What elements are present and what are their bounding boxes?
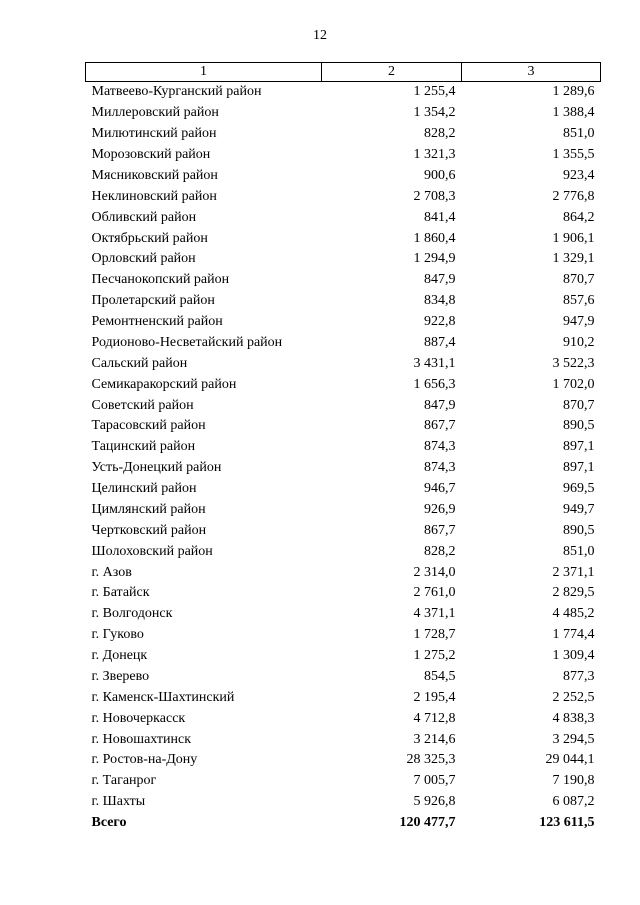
row-name: Сальский район xyxy=(91,355,188,371)
row-value-col-2: 5 926,8 xyxy=(413,794,456,810)
row-value-col-3: 4 485,2 xyxy=(552,606,595,622)
table-row xyxy=(86,333,601,354)
row-value-col-3: 4 838,3 xyxy=(552,710,595,726)
row-value-col-2: 2 314,0 xyxy=(413,564,456,580)
row-value-col-2: 7 005,7 xyxy=(413,773,456,789)
table-row xyxy=(86,82,601,103)
row-name: Ремонтненский район xyxy=(91,314,223,330)
table-row xyxy=(86,667,601,688)
table-row xyxy=(86,228,601,249)
row-name: г. Новочеркасск xyxy=(91,710,186,726)
data-table xyxy=(85,62,601,834)
row-value-col-2: 847,9 xyxy=(424,397,456,413)
table-row xyxy=(86,750,601,771)
table-row xyxy=(86,604,601,625)
row-name: г. Каменск-Шахтинский xyxy=(91,689,235,705)
total-value-col-3: 123 611,5 xyxy=(539,815,595,831)
row-value-col-3: 2 371,1 xyxy=(552,564,595,580)
row-value-col-3: 1 906,1 xyxy=(552,230,595,246)
table-row xyxy=(86,520,601,541)
row-value-col-2: 946,7 xyxy=(424,481,456,497)
row-value-col-3: 890,5 xyxy=(563,522,595,538)
row-value-col-2: 28 325,3 xyxy=(406,752,456,768)
row-value-col-2: 1 275,2 xyxy=(413,648,456,664)
row-value-col-2: 2 195,4 xyxy=(413,689,456,705)
table-row xyxy=(86,124,601,145)
table-row xyxy=(86,145,601,166)
row-value-col-3: 857,6 xyxy=(563,293,595,309)
row-name: Орловский район xyxy=(91,251,196,267)
row-value-col-3: 3 294,5 xyxy=(552,731,595,747)
row-value-col-3: 864,2 xyxy=(563,209,595,225)
row-value-col-2: 4 712,8 xyxy=(413,710,456,726)
row-value-col-2: 2 761,0 xyxy=(413,585,456,601)
table-row xyxy=(86,166,601,187)
row-value-col-3: 851,0 xyxy=(563,543,595,559)
row-value-col-3: 1 355,5 xyxy=(552,147,595,163)
row-value-col-3: 949,7 xyxy=(563,501,595,517)
row-value-col-3: 877,3 xyxy=(563,668,595,684)
row-value-col-3: 897,1 xyxy=(563,439,595,455)
row-value-col-3: 947,9 xyxy=(563,314,595,330)
row-value-col-2: 1 321,3 xyxy=(413,147,456,163)
row-value-col-2: 3 431,1 xyxy=(413,355,456,371)
row-value-col-2: 887,4 xyxy=(424,334,456,350)
row-name: г. Донецк xyxy=(91,648,148,664)
row-value-col-2: 1 255,4 xyxy=(413,84,456,100)
row-name: Миллеровский район xyxy=(91,105,219,121)
table-row xyxy=(86,249,601,270)
row-name: Матвеево-Курганский район xyxy=(91,84,262,100)
table-row xyxy=(86,395,601,416)
table-row xyxy=(86,458,601,479)
row-value-col-3: 7 190,8 xyxy=(552,773,595,789)
row-value-col-2: 1 294,9 xyxy=(413,251,456,267)
table-row xyxy=(86,625,601,646)
row-name: Тацинский район xyxy=(91,439,196,455)
row-value-col-3: 2 829,5 xyxy=(552,585,595,601)
table-row xyxy=(86,708,601,729)
row-name: г. Батайск xyxy=(91,585,150,601)
row-value-col-3: 2 776,8 xyxy=(552,188,595,204)
row-name: Родионово-Несветайский район xyxy=(91,334,283,350)
row-value-col-2: 1 728,7 xyxy=(413,627,456,643)
table-row xyxy=(86,312,601,333)
table-row xyxy=(86,353,601,374)
total-value-col-2: 120 477,7 xyxy=(399,815,456,831)
row-value-col-2: 926,9 xyxy=(424,501,456,517)
table-row xyxy=(86,437,601,458)
table-header xyxy=(86,63,601,82)
row-name: г. Новошахтинск xyxy=(91,731,192,747)
table-row xyxy=(86,583,601,604)
row-value-col-3: 1 289,6 xyxy=(552,84,595,100)
page-number: 12 xyxy=(313,28,327,43)
row-value-col-2: 854,5 xyxy=(424,668,456,684)
row-value-col-3: 923,4 xyxy=(563,167,595,183)
row-name: г. Гуково xyxy=(91,627,144,643)
row-name: Тарасовский район xyxy=(91,418,206,434)
table-row xyxy=(86,541,601,562)
table-row xyxy=(86,500,601,521)
row-value-col-2: 4 371,1 xyxy=(413,606,456,622)
row-value-col-2: 1 354,2 xyxy=(413,105,456,121)
row-name: Советский район xyxy=(91,397,194,413)
row-value-col-3: 890,5 xyxy=(563,418,595,434)
table-row xyxy=(86,291,601,312)
row-name: Мясниковский район xyxy=(91,167,218,183)
row-name: Чертковский район xyxy=(91,522,207,538)
table-row xyxy=(86,103,601,124)
table-row xyxy=(86,771,601,792)
header-col-3: 3 xyxy=(462,63,601,82)
table-row xyxy=(86,270,601,291)
row-name: Шолоховский район xyxy=(91,543,213,559)
row-value-col-3: 1 329,1 xyxy=(552,251,595,267)
header-row xyxy=(86,63,601,82)
row-name: Песчанокопский район xyxy=(91,272,230,288)
row-value-col-3: 969,5 xyxy=(563,481,595,497)
row-name: Морозовский район xyxy=(91,147,211,163)
row-name: Милютинский район xyxy=(91,126,217,142)
table-body xyxy=(86,82,601,834)
row-name: Неклиновский район xyxy=(91,188,217,204)
row-name: Усть-Донецкий район xyxy=(91,460,222,476)
row-value-col-3: 2 252,5 xyxy=(552,689,595,705)
row-value-col-3: 870,7 xyxy=(563,397,595,413)
row-name: Семикаракорский район xyxy=(91,376,237,392)
row-value-col-2: 1 656,3 xyxy=(413,376,456,392)
row-value-col-3: 3 522,3 xyxy=(552,355,595,371)
row-value-col-3: 1 309,4 xyxy=(552,648,595,664)
row-name: г. Волгодонск xyxy=(91,606,173,622)
row-value-col-2: 2 708,3 xyxy=(413,188,456,204)
row-name: г. Зверево xyxy=(91,668,150,684)
total-row xyxy=(86,813,601,834)
table-row xyxy=(86,687,601,708)
table-row xyxy=(86,646,601,667)
row-value-col-2: 867,7 xyxy=(424,418,456,434)
row-value-col-3: 1 774,4 xyxy=(552,627,595,643)
row-value-col-2: 847,9 xyxy=(424,272,456,288)
row-value-col-2: 922,8 xyxy=(424,314,456,330)
row-value-col-2: 834,8 xyxy=(424,293,456,309)
row-value-col-3: 851,0 xyxy=(563,126,595,142)
row-name: Цимлянский район xyxy=(91,501,206,517)
row-value-col-3: 870,7 xyxy=(563,272,595,288)
row-value-col-2: 828,2 xyxy=(424,126,456,142)
row-value-col-2: 841,4 xyxy=(424,209,456,225)
table-row xyxy=(86,207,601,228)
row-name: г. Азов xyxy=(91,564,132,580)
row-value-col-2: 3 214,6 xyxy=(413,731,456,747)
row-value-col-2: 874,3 xyxy=(424,460,456,476)
row-value-col-2: 867,7 xyxy=(424,522,456,538)
table-row xyxy=(86,729,601,750)
total-label: Всего xyxy=(91,815,127,831)
row-value-col-2: 900,6 xyxy=(424,167,456,183)
table-row xyxy=(86,374,601,395)
header-col-2: 2 xyxy=(322,63,462,82)
row-value-col-3: 897,1 xyxy=(563,460,595,476)
row-name: Пролетарский район xyxy=(91,293,215,309)
row-name: Обливский район xyxy=(91,209,197,225)
table-row xyxy=(86,416,601,437)
row-value-col-3: 910,2 xyxy=(563,334,595,350)
row-name: г. Ростов-на-Дону xyxy=(91,752,198,768)
row-name: Целинский район xyxy=(91,481,197,497)
row-value-col-3: 6 087,2 xyxy=(552,794,595,810)
row-value-col-3: 1 702,0 xyxy=(552,376,595,392)
table-row xyxy=(86,792,601,813)
row-name: г. Шахты xyxy=(91,794,146,810)
table-row xyxy=(86,479,601,500)
row-value-col-2: 1 860,4 xyxy=(413,230,456,246)
row-value-col-2: 828,2 xyxy=(424,543,456,559)
table-row xyxy=(86,186,601,207)
table-row xyxy=(86,562,601,583)
row-value-col-2: 874,3 xyxy=(424,439,456,455)
header-col-1: 1 xyxy=(86,63,322,82)
row-name: г. Таганрог xyxy=(91,773,157,789)
row-name: Октябрьский район xyxy=(91,230,208,246)
row-value-col-3: 29 044,1 xyxy=(545,752,595,768)
row-value-col-3: 1 388,4 xyxy=(552,105,595,121)
